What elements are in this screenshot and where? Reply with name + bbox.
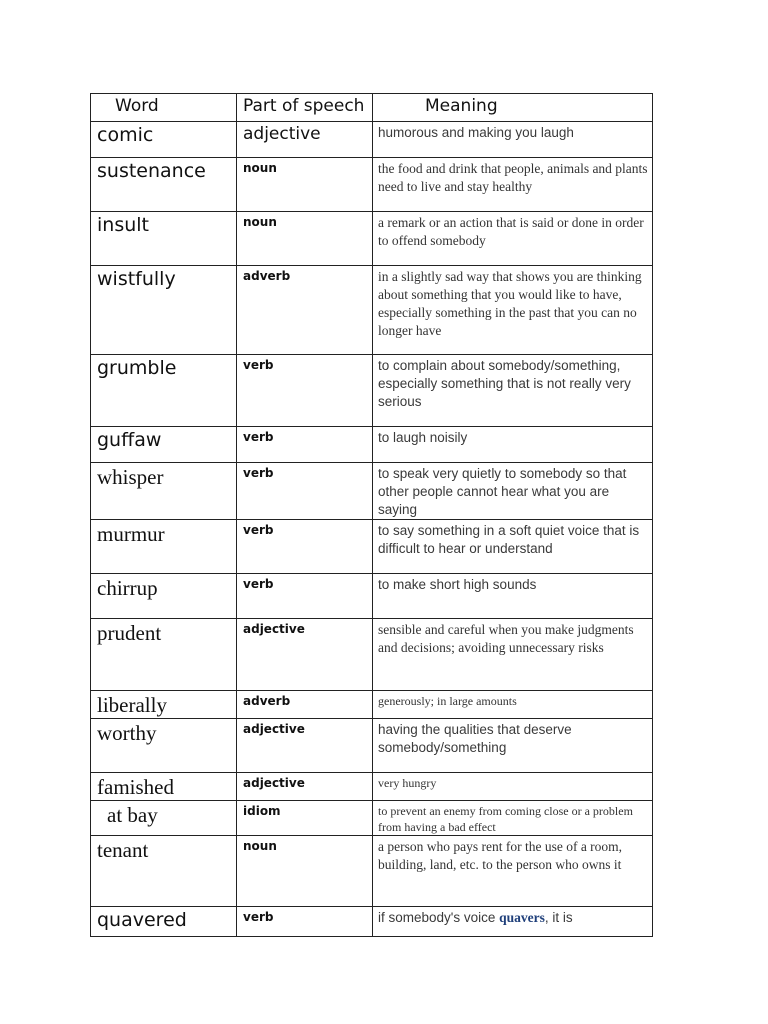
pos-cell: adjective [237, 619, 373, 691]
table-row [91, 520, 653, 574]
word-cell: at bay [91, 801, 237, 836]
table-row [91, 266, 653, 355]
meaning-cell: to complain about somebody/something, especially something that is not really very serious [373, 355, 653, 427]
table-header-row [91, 94, 653, 122]
word-cell: comic [91, 122, 237, 158]
pos-cell: idiom [237, 801, 373, 836]
pos-cell: noun [237, 836, 373, 907]
vocabulary-sheet [90, 93, 652, 937]
meaning-cell: in a slightly sad way that shows you are thinking about something that you would like to have, especially something in the past that you can no longer have [373, 266, 653, 355]
pos-cell: verb [237, 355, 373, 427]
word-cell: worthy [91, 719, 237, 773]
table-row [91, 355, 653, 427]
word-cell: famished [91, 773, 237, 801]
pos-cell: verb [237, 907, 373, 937]
meaning-cell: to say something in a soft quiet voice that is difficult to hear or understand [373, 520, 653, 574]
word-cell: guffaw [91, 427, 237, 463]
word-cell: wistfully [91, 266, 237, 355]
pos-cell: noun [237, 212, 373, 266]
vocabulary-table [90, 93, 653, 937]
meaning-cell: generously; in large amounts [373, 691, 653, 719]
pos-cell: adjective [237, 719, 373, 773]
word-cell: insult [91, 212, 237, 266]
word-cell: prudent [91, 619, 237, 691]
table-row [91, 773, 653, 801]
word-cell: quavered [91, 907, 237, 937]
table-row [91, 619, 653, 691]
meaning-cell: a person who pays rent for the use of a room, building, land, etc. to the person who owns it [373, 836, 653, 907]
pos-cell: adjective [237, 773, 373, 801]
word-cell: grumble [91, 355, 237, 427]
meaning-cell: humorous and making you laugh [373, 122, 653, 158]
meaning-cell: the food and drink that people, animals and plants need to live and stay healthy [373, 158, 653, 212]
word-cell: sustenance [91, 158, 237, 212]
word-cell: chirrup [91, 574, 237, 619]
header-part-of-speech: Part of speech [237, 94, 373, 122]
meaning-cell [373, 907, 653, 937]
table-row [91, 691, 653, 719]
pos-cell: adjective [237, 122, 373, 158]
pos-cell: verb [237, 574, 373, 619]
table-row [91, 836, 653, 907]
meaning-cell: sensible and careful when you make judgments and decisions; avoiding unnecessary risks [373, 619, 653, 691]
meaning-cell: to speak very quietly to somebody so that other people cannot hear what you are saying [373, 463, 653, 520]
table-row [91, 907, 653, 937]
table-row [91, 801, 653, 836]
meaning-cell: to prevent an enemy from coming close or a problem from having a bad effect [373, 801, 653, 836]
meaning-cell: to make short high sounds [373, 574, 653, 619]
meaning-text: , it is [544, 910, 573, 925]
table-row [91, 463, 653, 520]
table-row [91, 122, 653, 158]
meaning-cell: a remark or an action that is said or done in order to offend somebody [373, 212, 653, 266]
header-word: Word [91, 94, 237, 122]
word-cell: liberally [91, 691, 237, 719]
meaning-cell: having the qualities that deserve somebody/something [373, 719, 653, 773]
word-cell: murmur [91, 520, 237, 574]
pos-cell: verb [237, 463, 373, 520]
pos-cell: adverb [237, 691, 373, 719]
pos-cell: verb [237, 520, 373, 574]
word-cell: tenant [91, 836, 237, 907]
table-row [91, 574, 653, 619]
meaning-cell: very hungry [373, 773, 653, 801]
table-row [91, 427, 653, 463]
pos-cell: adverb [237, 266, 373, 355]
pos-cell: noun [237, 158, 373, 212]
table-row [91, 719, 653, 773]
table-row [91, 212, 653, 266]
meaning-cell: to laugh noisily [373, 427, 653, 463]
meaning-text: if somebody's voice [378, 910, 500, 925]
word-cell: whisper [91, 463, 237, 520]
highlighted-word: quavers [499, 910, 545, 925]
header-meaning: Meaning [373, 94, 653, 122]
table-row [91, 158, 653, 212]
pos-cell: verb [237, 427, 373, 463]
